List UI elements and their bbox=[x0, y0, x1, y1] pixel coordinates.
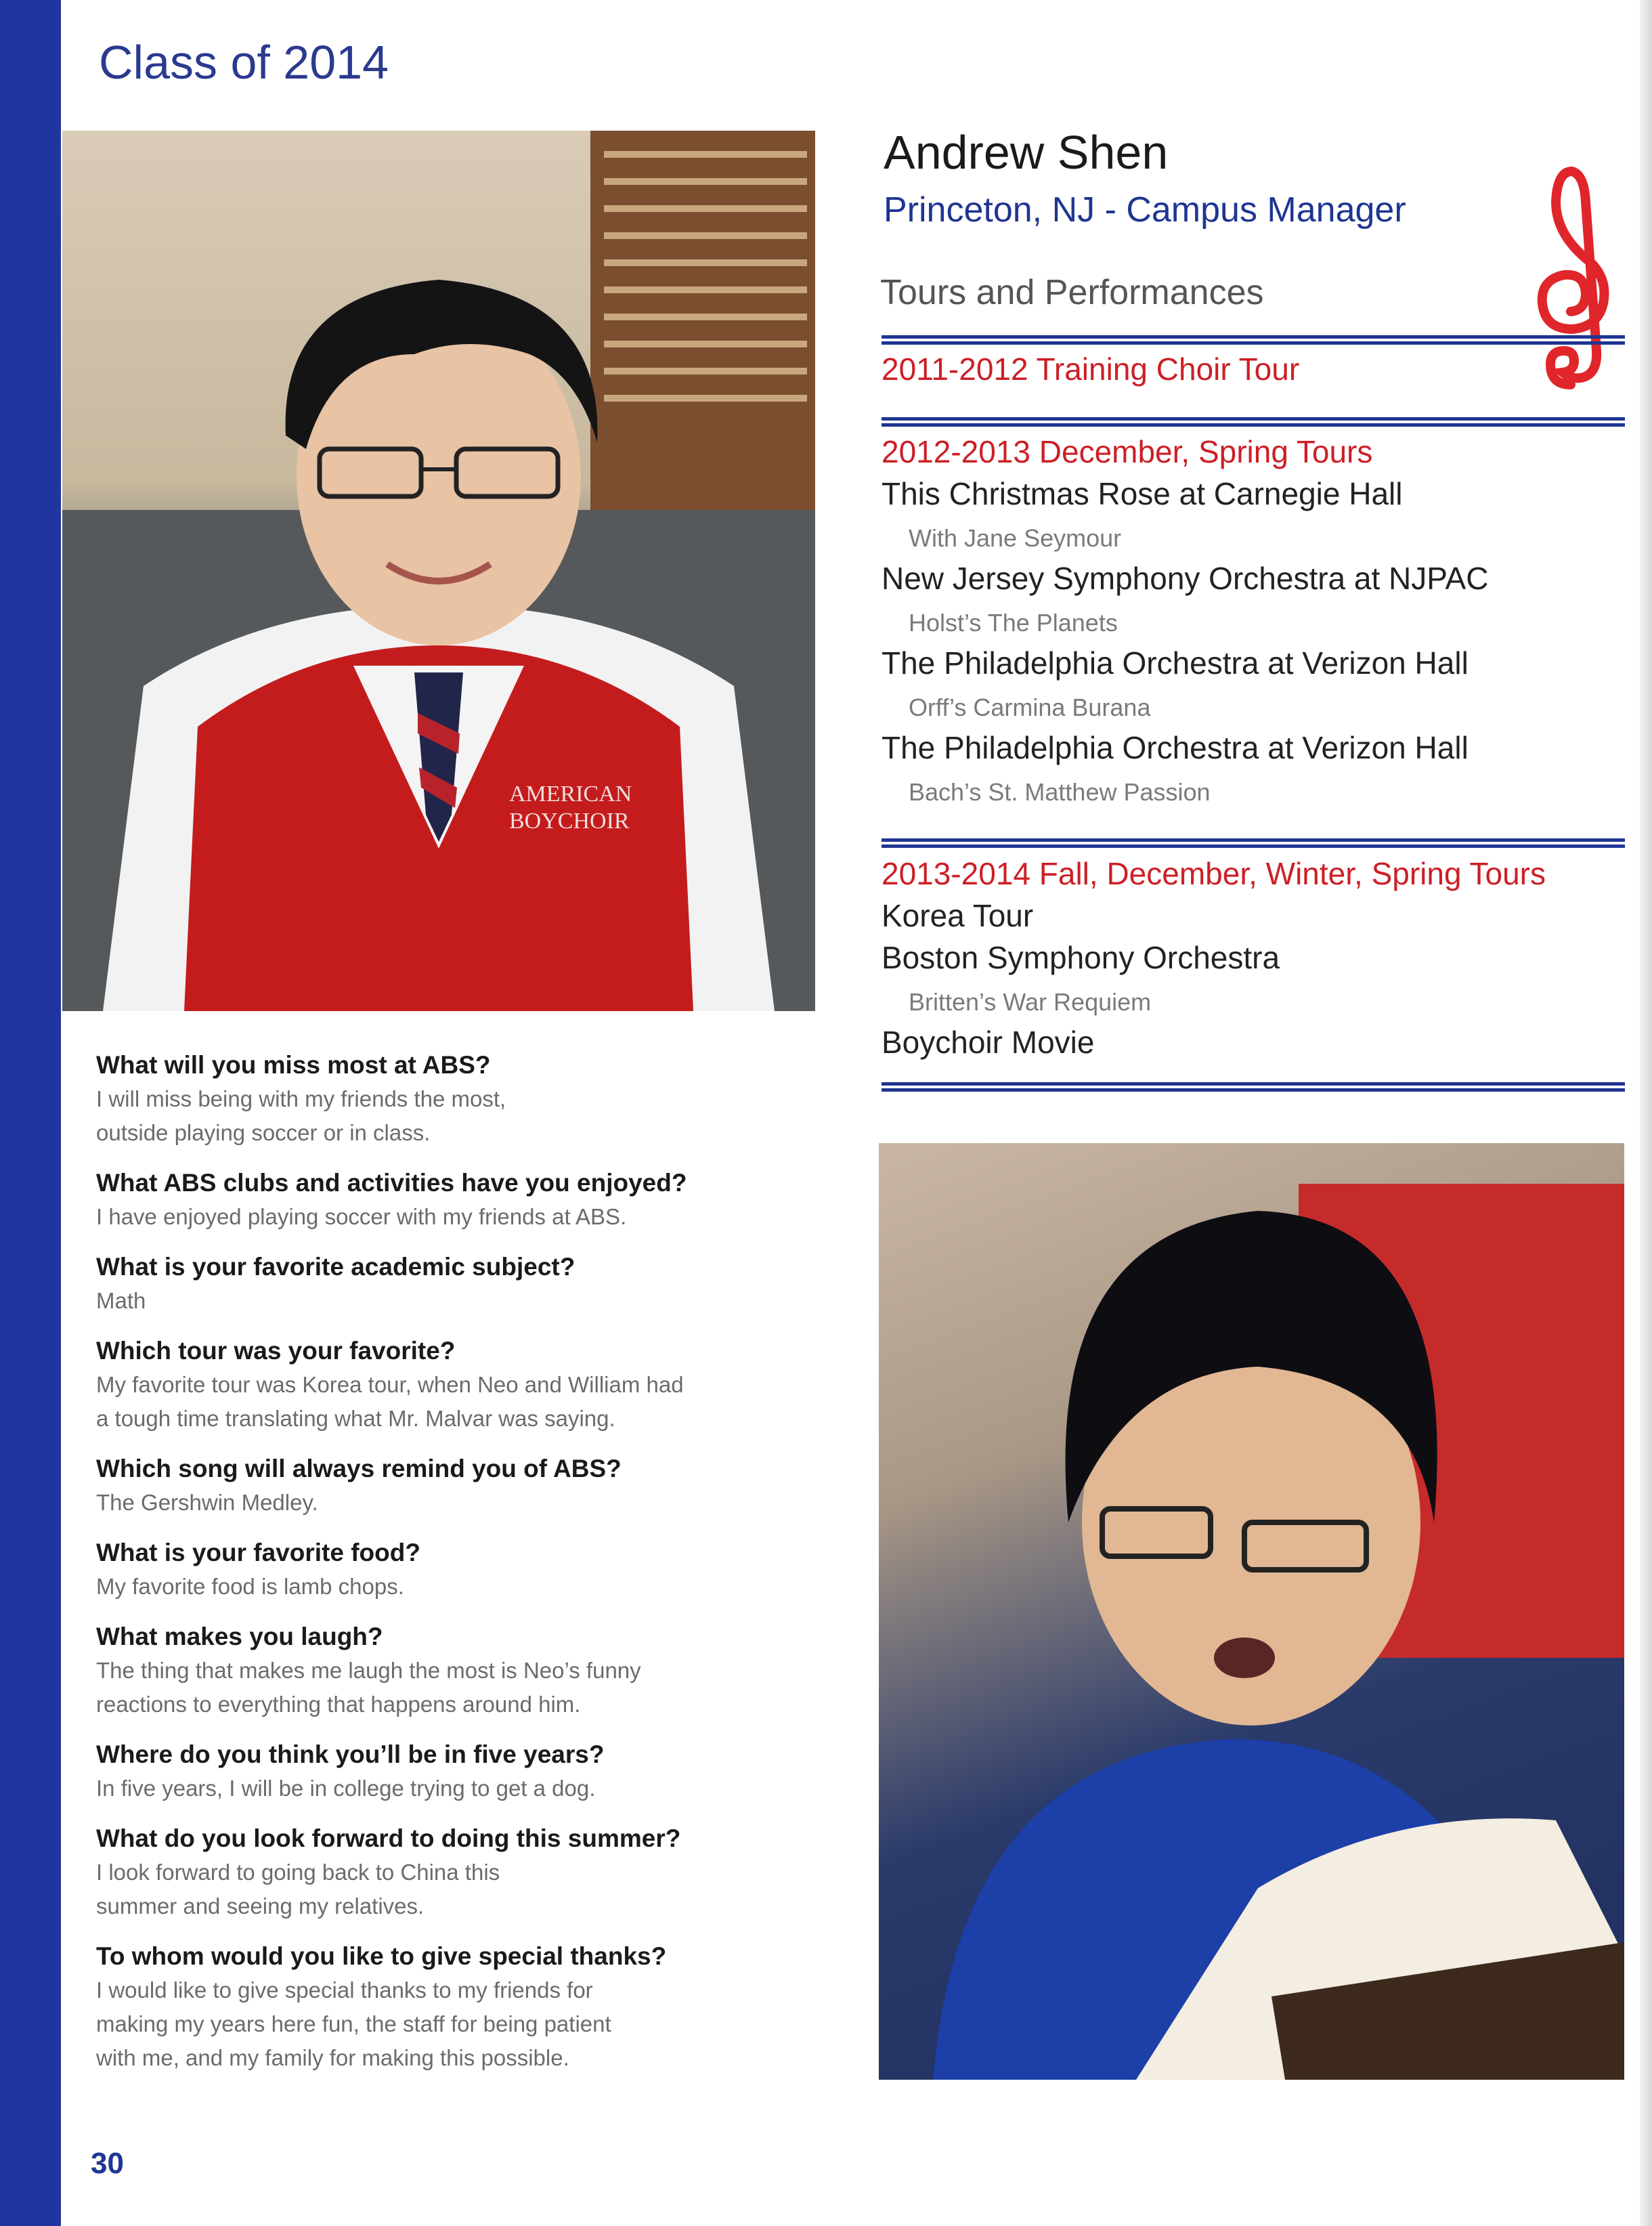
tours-section-heading: Tours and Performances bbox=[880, 273, 1264, 312]
page-edge bbox=[1640, 0, 1652, 2226]
divider-rule-1 bbox=[882, 335, 1625, 345]
vest-logo-line2: BOYCHOIR bbox=[509, 809, 630, 834]
qa-item bbox=[96, 1452, 746, 1520]
singing-photo bbox=[879, 1143, 1624, 2080]
qa-answer: Math bbox=[96, 1288, 146, 1313]
qa-question: What is your favorite food? bbox=[96, 1539, 420, 1566]
qa-item bbox=[96, 1822, 746, 1923]
qa-answer: The thing that makes me laugh the most is Neo’s funny reactions to everything that happens around him. bbox=[96, 1658, 641, 1717]
performance-note: Holst’s The Planets bbox=[909, 609, 1118, 637]
performance-note: Bach’s St. Matthew Passion bbox=[909, 778, 1211, 806]
qa-answer: I look forward to going back to China this summer and seeing my relatives. bbox=[96, 1860, 500, 1919]
divider-rule-2 bbox=[882, 417, 1625, 427]
qa-question: Which song will always remind you of ABS? bbox=[96, 1455, 622, 1482]
qa-answer: I would like to give special thanks to my friends for making my years here fun, the staff for being patient with me, and my family for making this possible. bbox=[96, 1977, 611, 2070]
performance-title: The Philadelphia Orchestra at Verizon Hall bbox=[882, 645, 1469, 681]
qa-question: To whom would you like to give special thanks? bbox=[96, 1942, 667, 1970]
qa-answer: I have enjoyed playing soccer with my friends at ABS. bbox=[96, 1204, 627, 1229]
singing-illustration bbox=[879, 1143, 1624, 2080]
qa-answer: The Gershwin Medley. bbox=[96, 1490, 318, 1515]
tour-heading-2011: 2011-2012 Training Choir Tour bbox=[882, 351, 1300, 387]
student-subtitle: Princeton, NJ - Campus Manager bbox=[884, 190, 1406, 230]
performance-note: Britten’s War Requiem bbox=[909, 988, 1152, 1016]
student-name: Andrew Shen bbox=[884, 126, 1169, 179]
qa-question: What will you miss most at ABS? bbox=[96, 1051, 491, 1079]
qa-item bbox=[96, 1738, 746, 1805]
qa-answer: I will miss being with my friends the most, outside playing soccer or in class. bbox=[96, 1086, 506, 1145]
qa-item bbox=[96, 1620, 746, 1721]
qa-question: What makes you laugh? bbox=[96, 1623, 383, 1650]
qa-question: Where do you think you’ll be in five years? bbox=[96, 1740, 605, 1768]
performance-title: The Philadelphia Orchestra at Verizon Hall bbox=[882, 730, 1469, 765]
vest-logo-line1: AMERICAN bbox=[509, 782, 632, 807]
portrait-illustration bbox=[62, 131, 815, 1011]
qa-item bbox=[96, 1536, 746, 1604]
portrait-photo bbox=[62, 131, 815, 1011]
qa-question: Which tour was your favorite? bbox=[96, 1337, 456, 1365]
tour-heading-2013: 2013-2014 Fall, December, Winter, Spring Tours bbox=[882, 856, 1546, 891]
treble-clef-icon bbox=[1523, 161, 1611, 391]
performance-title: New Jersey Symphony Orchestra at NJPAC bbox=[882, 561, 1489, 596]
qa-item bbox=[96, 1334, 746, 1436]
qa-question: What ABS clubs and activities have you enjoyed? bbox=[96, 1169, 687, 1197]
tour-heading-2012: 2012-2013 December, Spring Tours bbox=[882, 434, 1373, 469]
performance-note: With Jane Seymour bbox=[909, 524, 1122, 552]
performance-note: Orff’s Carmina Burana bbox=[909, 693, 1151, 721]
page-number: 30 bbox=[91, 2147, 124, 2180]
qa-item bbox=[96, 1250, 746, 1318]
left-color-band bbox=[0, 0, 61, 2226]
qa-answer: In five years, I will be in college trying to get a dog. bbox=[96, 1776, 596, 1801]
qa-answer: My favorite tour was Korea tour, when Neo and William had a tough time translating what Mr. Malvar was saying. bbox=[96, 1372, 684, 1431]
qa-item bbox=[96, 1048, 746, 1150]
qa-question: What do you look forward to doing this summer? bbox=[96, 1824, 681, 1852]
qa-item bbox=[96, 1166, 746, 1234]
performance-title: This Christmas Rose at Carnegie Hall bbox=[882, 476, 1403, 511]
divider-rule-3 bbox=[882, 838, 1625, 848]
qa-answer: My favorite food is lamb chops. bbox=[96, 1574, 404, 1599]
performance-title: Boston Symphony Orchestra bbox=[882, 940, 1280, 975]
performance-title: Boychoir Movie bbox=[882, 1025, 1095, 1060]
class-title: Class of 2014 bbox=[99, 36, 389, 89]
divider-rule-4 bbox=[882, 1082, 1625, 1092]
performance-title: Korea Tour bbox=[882, 898, 1034, 933]
qa-item bbox=[96, 1940, 746, 2075]
qa-question: What is your favorite academic subject? bbox=[96, 1253, 575, 1281]
